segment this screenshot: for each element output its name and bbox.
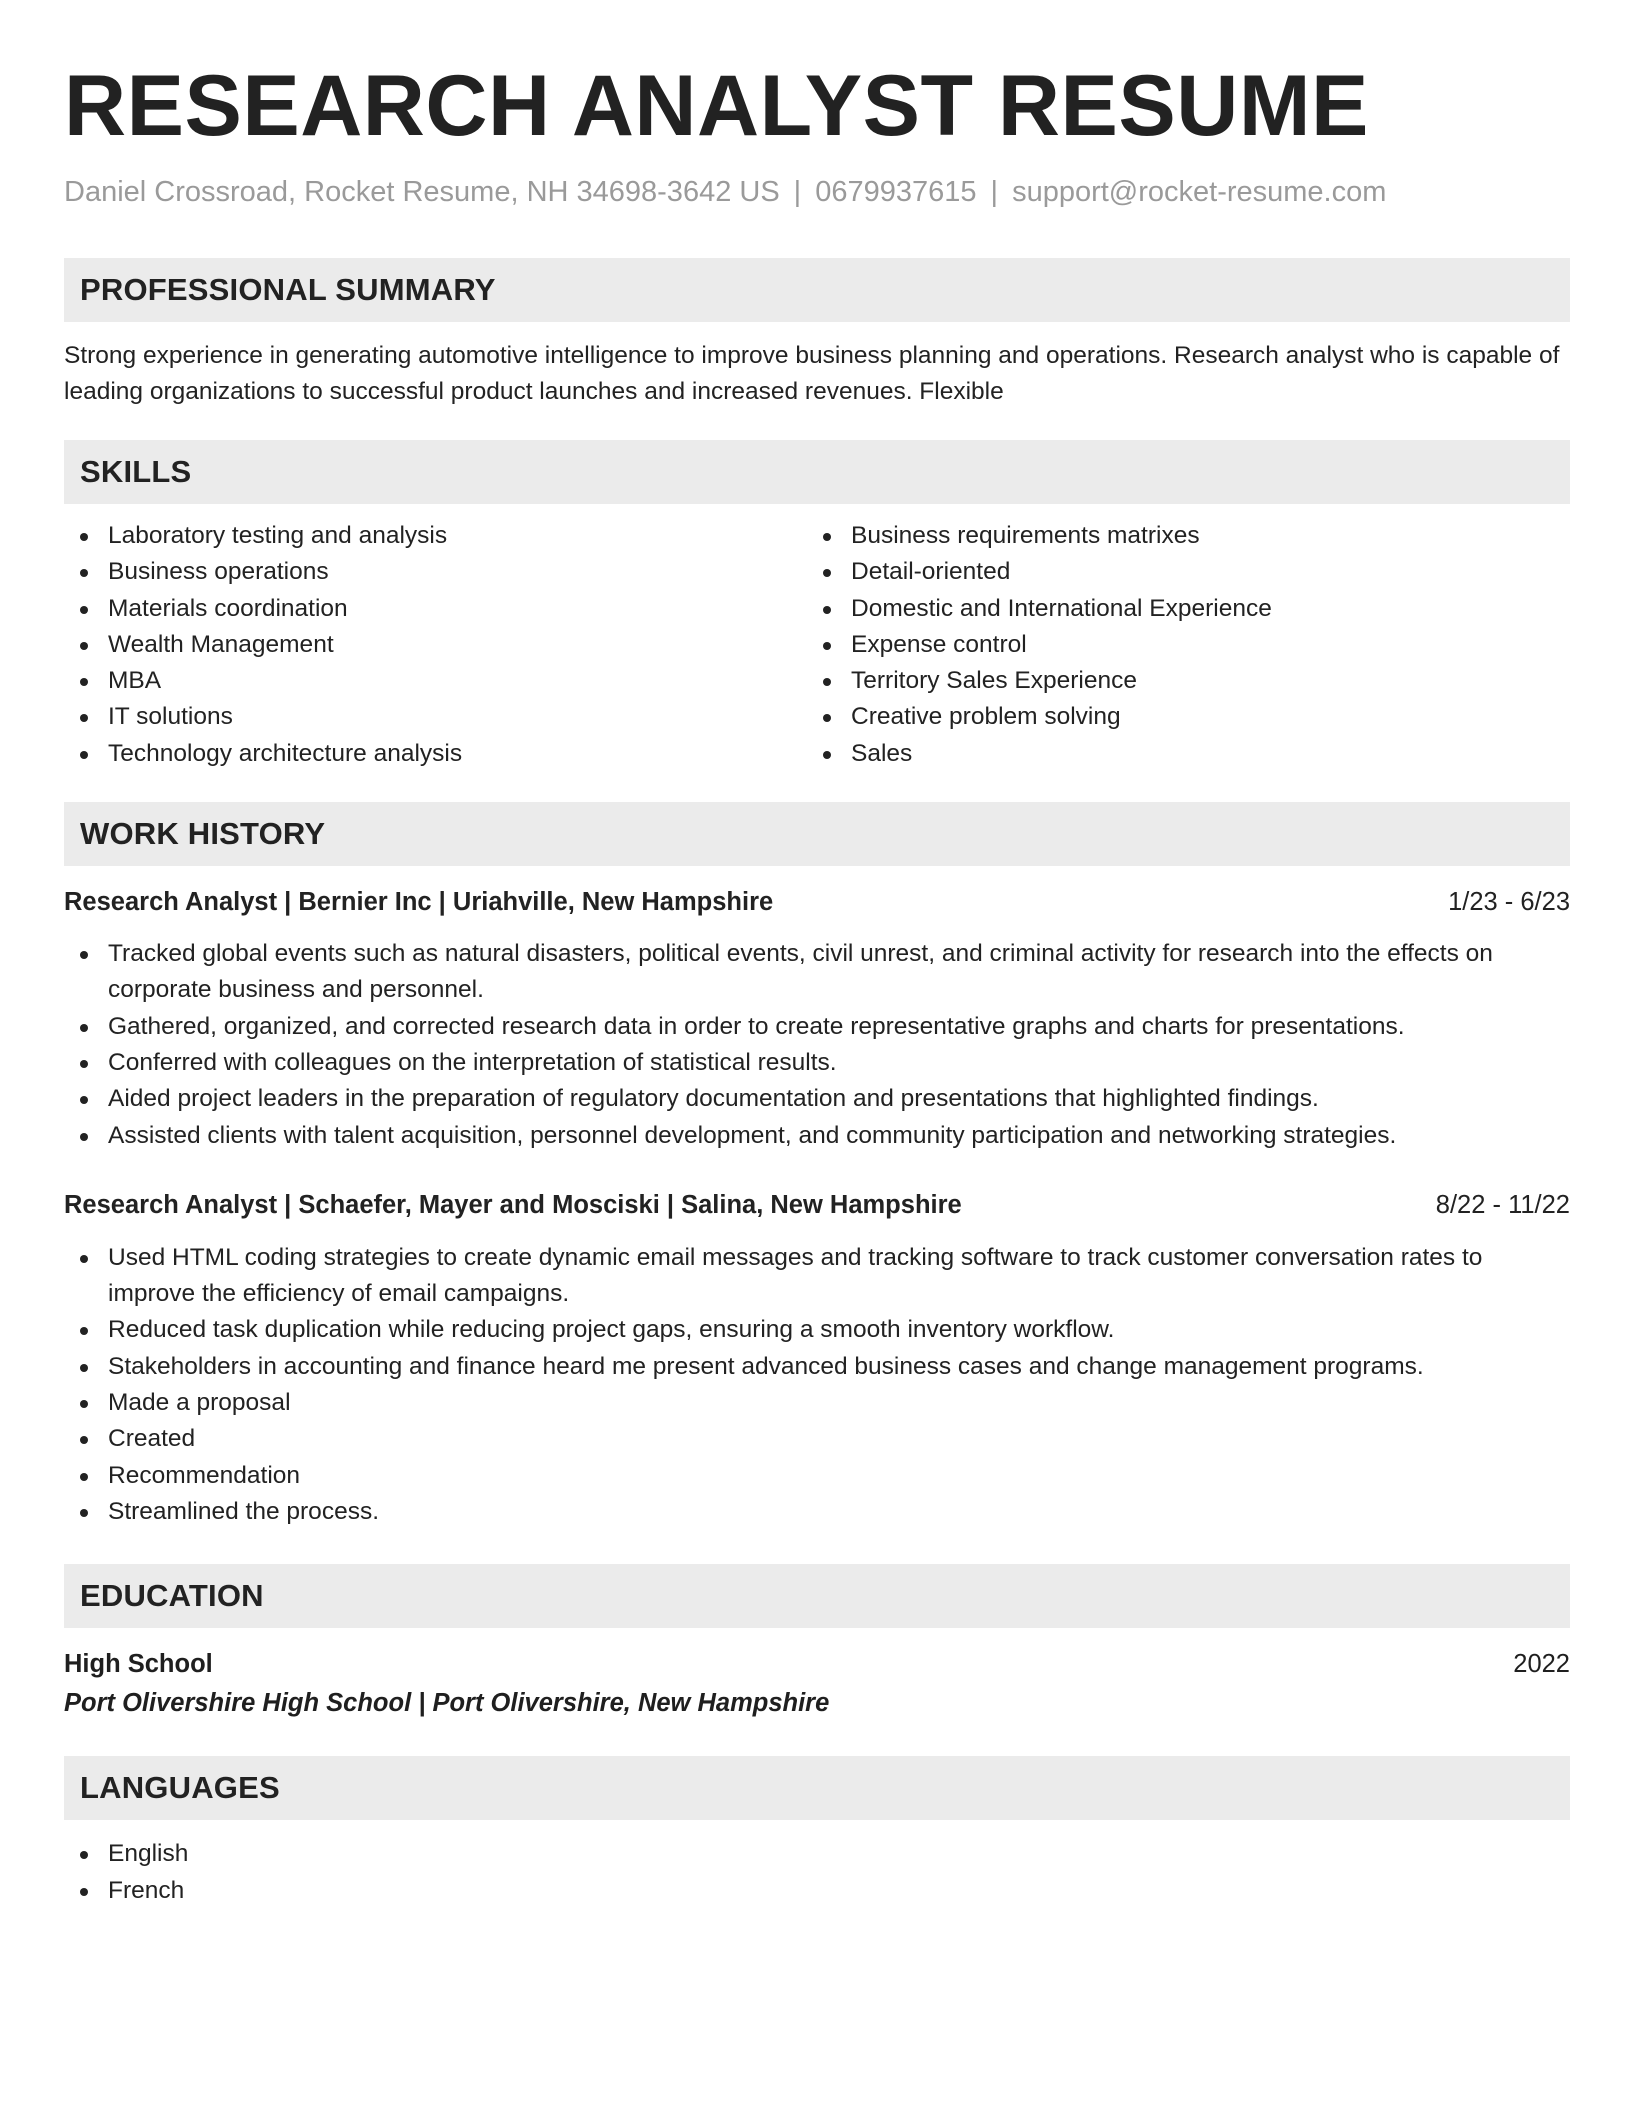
skills-list — [64, 518, 1570, 772]
job-title: Research Analyst | Schaefer, Mayer and Mosciski | Salina, New Hampshire — [64, 1190, 962, 1219]
section-title: WORK HISTORY — [80, 816, 326, 852]
job-bullet: Conferred with colleagues on the interpretation of statistical results. — [64, 1045, 1570, 1081]
skill-item: IT solutions — [64, 699, 807, 735]
section-header-summary — [64, 258, 1570, 322]
job-entry — [64, 884, 1570, 1154]
job-bullets — [64, 936, 1570, 1154]
languages-list — [64, 1836, 1570, 1909]
job-bullet: Gathered, organized, and corrected research data in order to create representative graphs and charts for presentations. — [64, 1009, 1570, 1045]
job-bullet: Aided project leaders in the preparation of regulatory documentation and presentations that highlighted findings. — [64, 1081, 1570, 1117]
job-bullet: Made a proposal — [64, 1385, 1570, 1421]
section-header-languages — [64, 1756, 1570, 1820]
contact-address: Daniel Crossroad, Rocket Resume, NH 34698-3642 US — [64, 176, 780, 208]
contact-separator: | — [793, 176, 802, 208]
job-bullet: Used HTML coding strategies to create dynamic email messages and tracking software to track customer conversation rates to improve the efficiency of email campaigns. — [64, 1240, 1570, 1313]
job-bullet: Streamlined the process. — [64, 1494, 1570, 1530]
job-bullet: Tracked global events such as natural disasters, political events, civil unrest, and criminal activity for research into the effects on corporate business and personnel. — [64, 936, 1570, 1009]
skill-item: Expense control — [807, 627, 1550, 663]
skills-column-right — [807, 518, 1550, 772]
section-title: LANGUAGES — [80, 1770, 280, 1806]
job-title: Research Analyst | Bernier Inc | Uriahville, New Hampshire — [64, 888, 774, 917]
section-title: PROFESSIONAL SUMMARY — [80, 272, 496, 307]
education-entry — [64, 1646, 1570, 1722]
contact-separator: | — [990, 176, 999, 208]
job-bullet: Assisted clients with talent acquisition, personnel development, and community participation and networking strategies. — [64, 1118, 1570, 1154]
education-degree: High School — [64, 1650, 213, 1679]
contact-phone: 0679937615 — [815, 176, 977, 208]
language-item: English — [64, 1836, 1570, 1872]
skill-item: Business operations — [64, 554, 807, 590]
language-item: French — [64, 1873, 1570, 1909]
skill-item: Wealth Management — [64, 627, 807, 663]
job-bullet: Reduced task duplication while reducing project gaps, ensuring a smooth inventory workflow. — [64, 1312, 1570, 1348]
section-header-education — [64, 1564, 1570, 1628]
skill-item: Territory Sales Experience — [807, 663, 1550, 699]
section-header-skills — [64, 440, 1570, 504]
resume-title: RESEARCH ANALYST RESUME — [64, 58, 1369, 154]
section-title: SKILLS — [80, 454, 192, 489]
job-bullets — [64, 1240, 1570, 1530]
contact-line — [64, 174, 1570, 210]
skill-item: Creative problem solving — [807, 699, 1550, 735]
skill-item: Laboratory testing and analysis — [64, 518, 807, 554]
resume-page — [64, 58, 1570, 1909]
section-title: EDUCATION — [80, 1578, 264, 1614]
education-heading-row — [64, 1646, 1570, 1682]
education-school: Port Olivershire High School | Port Olivershire, New Hampshire — [64, 1689, 830, 1718]
contact-email: support@rocket-resume.com — [1012, 176, 1387, 208]
job-dates: 8/22 - 11/22 — [1435, 1190, 1570, 1219]
job-bullet: Created — [64, 1421, 1570, 1457]
job-heading-row — [64, 884, 1570, 920]
skill-item: Technology architecture analysis — [64, 736, 807, 772]
skill-item: Detail-oriented — [807, 554, 1550, 590]
job-entry — [64, 1187, 1570, 1530]
education-year: 2022 — [1513, 1650, 1570, 1679]
skill-item: Business requirements matrixes — [807, 518, 1550, 554]
job-bullet: Recommendation — [64, 1458, 1570, 1494]
job-bullet: Stakeholders in accounting and finance heard me present advanced business cases and change management programs. — [64, 1349, 1570, 1385]
section-header-work — [64, 802, 1570, 866]
skill-item: MBA — [64, 663, 807, 699]
job-heading-row — [64, 1187, 1570, 1223]
job-dates: 1/23 - 6/23 — [1448, 888, 1570, 917]
skill-item: Materials coordination — [64, 591, 807, 627]
skills-column-left — [64, 518, 807, 772]
skill-item: Sales — [807, 736, 1550, 772]
summary-text: Strong experience in generating automotive intelligence to improve business planning and operations. Research analyst who is capable of leading organizations to successful product launches and increased revenues. Flexible — [64, 342, 1560, 405]
skill-item: Domestic and International Experience — [807, 591, 1550, 627]
